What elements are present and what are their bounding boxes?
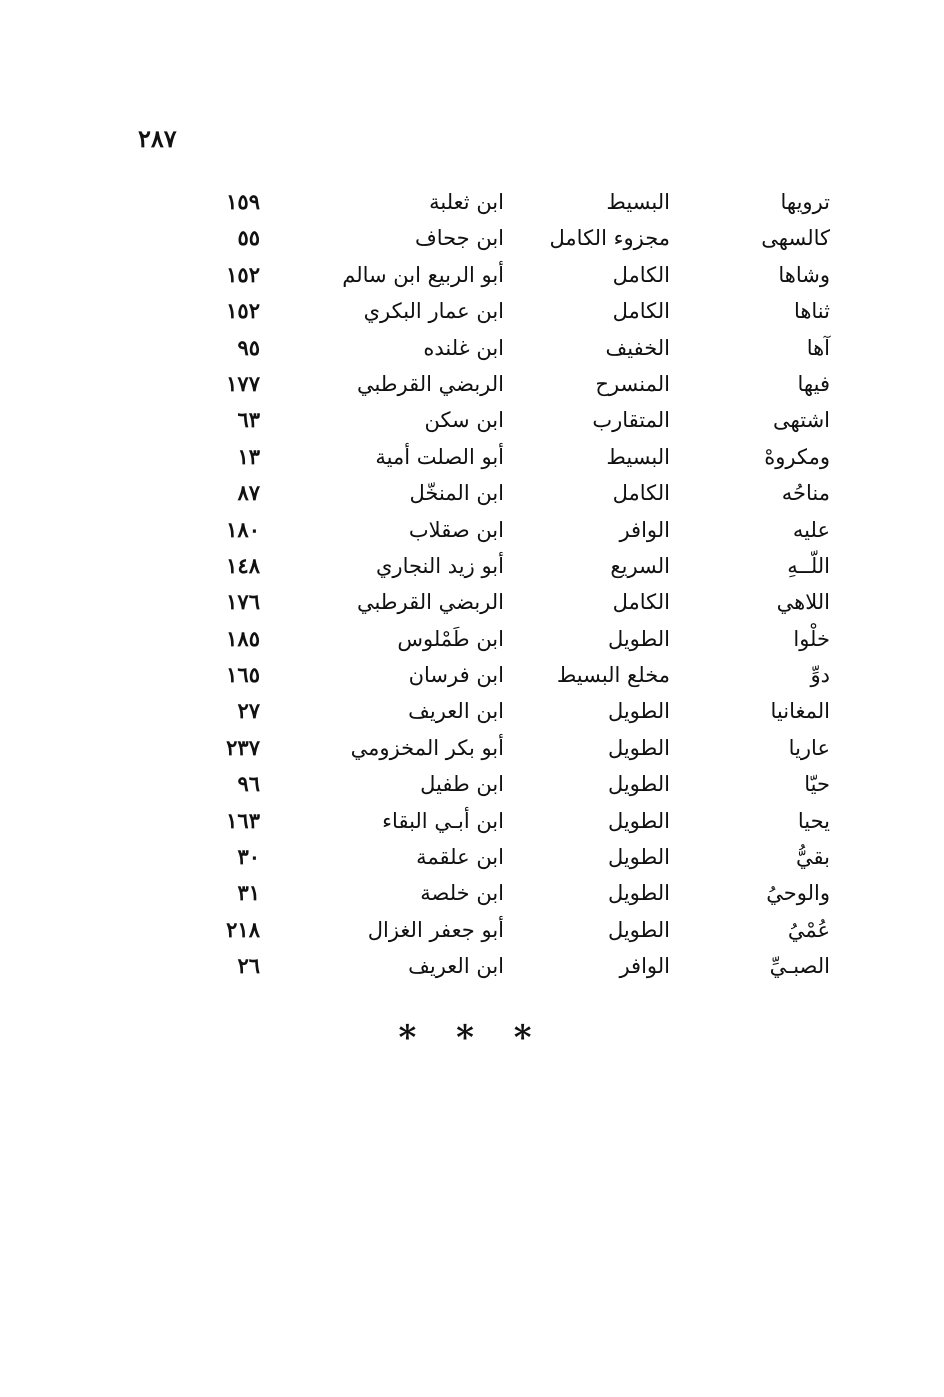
poet-name: ابن عمار البكري (363, 299, 504, 324)
rhyme-word: دوِّ (810, 663, 830, 688)
table-row (200, 220, 840, 256)
rhyme-word: والوحيُ (766, 881, 830, 906)
rhyme-word: وشاها (778, 262, 830, 287)
page-ref: ١٥٢ (226, 298, 260, 324)
rhyme-word: ومكروهْ (764, 444, 830, 469)
poet-name: ابن صقلاب (408, 517, 504, 542)
poet-name: ابن فرسان (408, 663, 504, 688)
table-row (200, 912, 840, 948)
poet-name: أبو زيد النجاري (376, 553, 504, 578)
meter: الكامل (612, 481, 670, 506)
table-row (200, 257, 840, 293)
poet-name: ابن علقمة (416, 845, 504, 870)
poet-name: ابن العريف (408, 699, 504, 724)
section-end-asterisks: * * * (398, 1018, 546, 1058)
page-ref: ١٦٥ (226, 662, 260, 688)
table-row (200, 621, 840, 657)
poet-name: ابن غلنده (423, 335, 504, 360)
poet-name: أبو جعفر الغزال (367, 917, 504, 942)
poet-name: ابن طَمْلوس (397, 626, 504, 651)
table-row (200, 293, 840, 329)
poet-name: ابن أبـي البقاء (382, 808, 504, 833)
meter: مجزوء الكامل (549, 226, 670, 251)
meter: الطويل (607, 845, 670, 870)
page-ref: ٣٠ (237, 844, 260, 870)
page-ref: ٢٧ (237, 698, 260, 724)
table-row (200, 875, 840, 911)
rhyme-word: الصبـيِّ (769, 954, 830, 979)
rhyme-word: المغانيا (770, 699, 830, 724)
page-ref: ١٥٩ (226, 189, 260, 214)
poet-name: ابن جحاف (414, 226, 504, 251)
meter: المنسرح (595, 371, 670, 396)
table-row (200, 548, 840, 584)
meter: الوافر (619, 954, 670, 979)
page-ref: ٥٥ (237, 225, 260, 251)
rhyme-word: اللاهي (776, 590, 830, 615)
meter: السريع (610, 553, 670, 578)
rhyme-word: عاريا (788, 735, 830, 760)
meter: البسيط (606, 444, 670, 469)
table-row (200, 439, 840, 475)
table-row (200, 366, 840, 402)
poet-name: أبو الربيع ابن سالم (342, 262, 504, 287)
table-row (200, 184, 840, 220)
poet-name: ابن المنخّل (409, 481, 504, 506)
page-ref: ٨٧ (237, 480, 260, 506)
page-ref: ١٧٦ (226, 589, 260, 615)
poet-name: الربضي القرطبي (356, 590, 504, 615)
table-row (200, 657, 840, 693)
table-row (200, 475, 840, 511)
rhyme-word: عُمْيُ (787, 917, 830, 942)
meter: الكامل (612, 590, 670, 615)
poet-name: ابن ثعلبة (429, 190, 504, 214)
page-ref: ١٧٧ (226, 370, 260, 396)
page-ref: ٢١٨ (226, 916, 260, 942)
meter: البسيط (606, 190, 670, 214)
meter: الوافر (619, 517, 670, 542)
page-ref: ١٤٨ (226, 552, 260, 578)
page-number: ٢٨٧ (138, 124, 177, 153)
meter: المتقارب (592, 408, 670, 433)
meter: الطويل (607, 772, 670, 797)
table-row (200, 584, 840, 620)
rhyme-word: اللّــهِ (787, 553, 830, 578)
poet-name: أبو الصلت أمية (375, 444, 504, 469)
page-ref: ٣١ (237, 880, 260, 906)
page-ref: ٩٦ (237, 771, 260, 797)
rhyme-index-table (200, 184, 840, 985)
table-row (200, 948, 840, 984)
rhyme-word: بقيُّ (796, 845, 830, 870)
rhyme-word: يحيا (797, 808, 830, 833)
meter: الطويل (607, 626, 670, 651)
meter: الخفيف (605, 335, 670, 360)
poet-name: ابن سكن (424, 408, 504, 433)
rhyme-word: آها (806, 335, 830, 360)
table-row (200, 839, 840, 875)
meter: الطويل (607, 699, 670, 724)
page-ref: ١٨٥ (226, 625, 260, 651)
poet-name: ابن العريف (408, 954, 504, 979)
meter: الطويل (607, 735, 670, 760)
page-ref: ١٣ (237, 443, 260, 469)
meter: مخلع البسيط (556, 663, 670, 688)
page-ref: ٩٥ (237, 334, 260, 360)
table-row (200, 330, 840, 366)
meter: الطويل (607, 808, 670, 833)
meter: الكامل (612, 299, 670, 324)
table-row (200, 402, 840, 438)
table-row (200, 766, 840, 802)
meter: الطويل (607, 881, 670, 906)
poet-name: الربضي القرطبي (356, 371, 504, 396)
rhyme-word: حيّا (804, 772, 830, 797)
page-ref: ٦٣ (237, 407, 260, 433)
rhyme-word: ترويها (780, 190, 830, 214)
page-ref: ١٦٣ (226, 807, 260, 833)
table-row (200, 693, 840, 729)
table-row (200, 730, 840, 766)
rhyme-word: اشتهى (773, 408, 830, 433)
meter: الكامل (612, 262, 670, 287)
page-ref: ٢٦ (237, 953, 260, 979)
table-row (200, 512, 840, 548)
poet-name: ابن خلصة (420, 881, 504, 906)
rhyme-word: مناحُه (781, 481, 830, 506)
meter: الطويل (607, 917, 670, 942)
rhyme-word: ثناها (793, 299, 830, 324)
rhyme-word: كالسهى (761, 226, 830, 251)
page-ref: ٢٣٧ (226, 734, 260, 760)
rhyme-word: خلْوا (793, 626, 830, 651)
poet-name: أبو بكر المخزومي (350, 735, 504, 760)
rhyme-word: عليه (792, 517, 830, 542)
rhyme-word: فيها (797, 371, 830, 396)
poet-name: ابن طفيل (420, 772, 504, 797)
page-ref: ١٥٢ (226, 261, 260, 287)
page-ref: ١٨٠ (226, 516, 260, 542)
table-row (200, 803, 840, 839)
